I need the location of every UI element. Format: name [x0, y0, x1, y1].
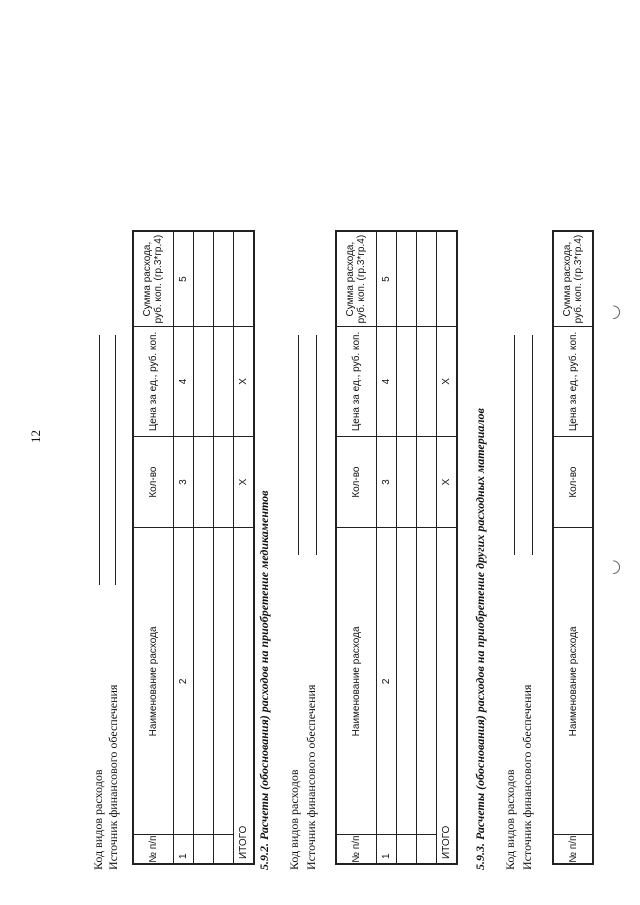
section-heading: 5.9.3. Расчеты (обоснования) расходов на приобретение других расходных материалов — [473, 408, 487, 870]
col-sum: Сумма расхода, руб. коп. (гр.3*гр.4) — [133, 231, 173, 327]
code-label: Код видов расходов — [287, 769, 301, 870]
total-row: ИТОГО Х Х — [436, 231, 457, 864]
source-line — [115, 335, 116, 585]
col-price: Цена за ед., руб. коп. — [133, 327, 173, 437]
section-heading: 5.9.2. Расчеты (обоснования) расходов на приобретение медикаментов — [257, 490, 271, 870]
source-label: Источник финансового обеспечения — [304, 684, 318, 870]
source-label: Источник финансового обеспечения — [520, 684, 534, 870]
table-row — [193, 231, 213, 864]
code-label: Код видов расходов — [91, 769, 105, 870]
table-row — [396, 231, 416, 864]
table-row: 1 2 3 4 5 — [173, 231, 193, 864]
code-line — [514, 335, 515, 555]
col-num: № п/п — [133, 835, 173, 864]
code-label: Код видов расходов — [503, 769, 517, 870]
expense-table-2: № п/п Наименование расхода Кол-во Цена за ед., руб. коп. Сумма расхода, руб. коп. (гр.3*гр.4) 1 2 3 4 5 ИТОГО Х Х — [335, 230, 458, 865]
col-name: Наименование расхода — [133, 528, 173, 835]
scan-mark-icon: ◡ — [602, 304, 623, 320]
table-row — [416, 231, 436, 864]
page-number: 12 — [28, 430, 43, 443]
expense-table-1 — [132, 230, 255, 865]
code-line — [298, 335, 299, 555]
scan-mark-icon: ◡ — [602, 559, 623, 575]
source-label: Источник финансового обеспечения — [106, 684, 120, 870]
col-qty: Кол-во — [133, 436, 173, 528]
code-line — [99, 335, 100, 585]
source-line — [532, 335, 533, 555]
source-line — [316, 335, 317, 555]
total-row: ИТОГО Х Х — [233, 231, 254, 864]
expense-table-3: № п/п Наименование расхода Кол-во Цена за ед., руб. коп. Сумма расхода, руб. коп. (гр.3*гр.4) — [552, 230, 594, 865]
table-row — [213, 231, 233, 864]
table-row: 1 2 3 4 5 — [376, 231, 396, 864]
